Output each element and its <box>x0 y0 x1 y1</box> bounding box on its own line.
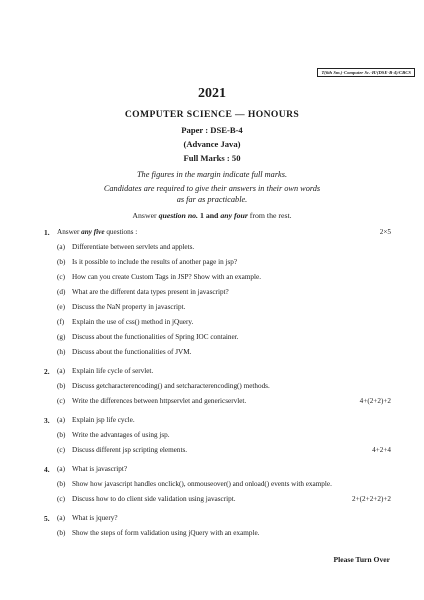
please-turn-over: Please Turn Over <box>333 555 390 564</box>
question-marks: 2×5 <box>379 228 391 236</box>
full-marks: Full Marks : 50 <box>183 153 241 163</box>
note-margin-marks: The figures in the margin indicate full marks. <box>136 170 288 179</box>
question-text: Answer any five questions : <box>57 228 138 236</box>
paper-code: Paper : DSE-B-4 <box>181 125 243 135</box>
question-marks: 4+(2+2)+2 <box>359 397 391 405</box>
subject-title: COMPUTER SCIENCE — HONOURS <box>124 109 300 120</box>
exam-year: 2021 <box>198 86 226 101</box>
course-name: (Advance Java) <box>183 139 241 149</box>
instruction-mid: 1 and <box>198 211 221 220</box>
paper-code-box: T(6th Sm.)-Computer Sc.-H/(DSE-B-4)/CBCS <box>317 68 415 77</box>
question-number: 3. <box>44 416 50 425</box>
question-marks: 4+2+4 <box>372 446 391 454</box>
instruction-question-no: question no. <box>158 211 199 220</box>
instruction-post: from the rest. <box>247 211 292 220</box>
instruction-pre: Answer <box>132 211 159 220</box>
question-number: 1. <box>44 228 50 237</box>
note-practicable: as far as practicable. <box>176 195 248 204</box>
question-number: 2. <box>44 367 50 376</box>
answer-instruction <box>0 211 424 220</box>
question-number: 4. <box>44 465 50 474</box>
note-own-words: Candidates are required to give their answers in their own words <box>103 184 321 193</box>
question-marks: 2+(2+2+2)+2 <box>352 495 391 503</box>
question-number: 5. <box>44 514 50 523</box>
instruction-any-four: any four <box>220 211 248 220</box>
